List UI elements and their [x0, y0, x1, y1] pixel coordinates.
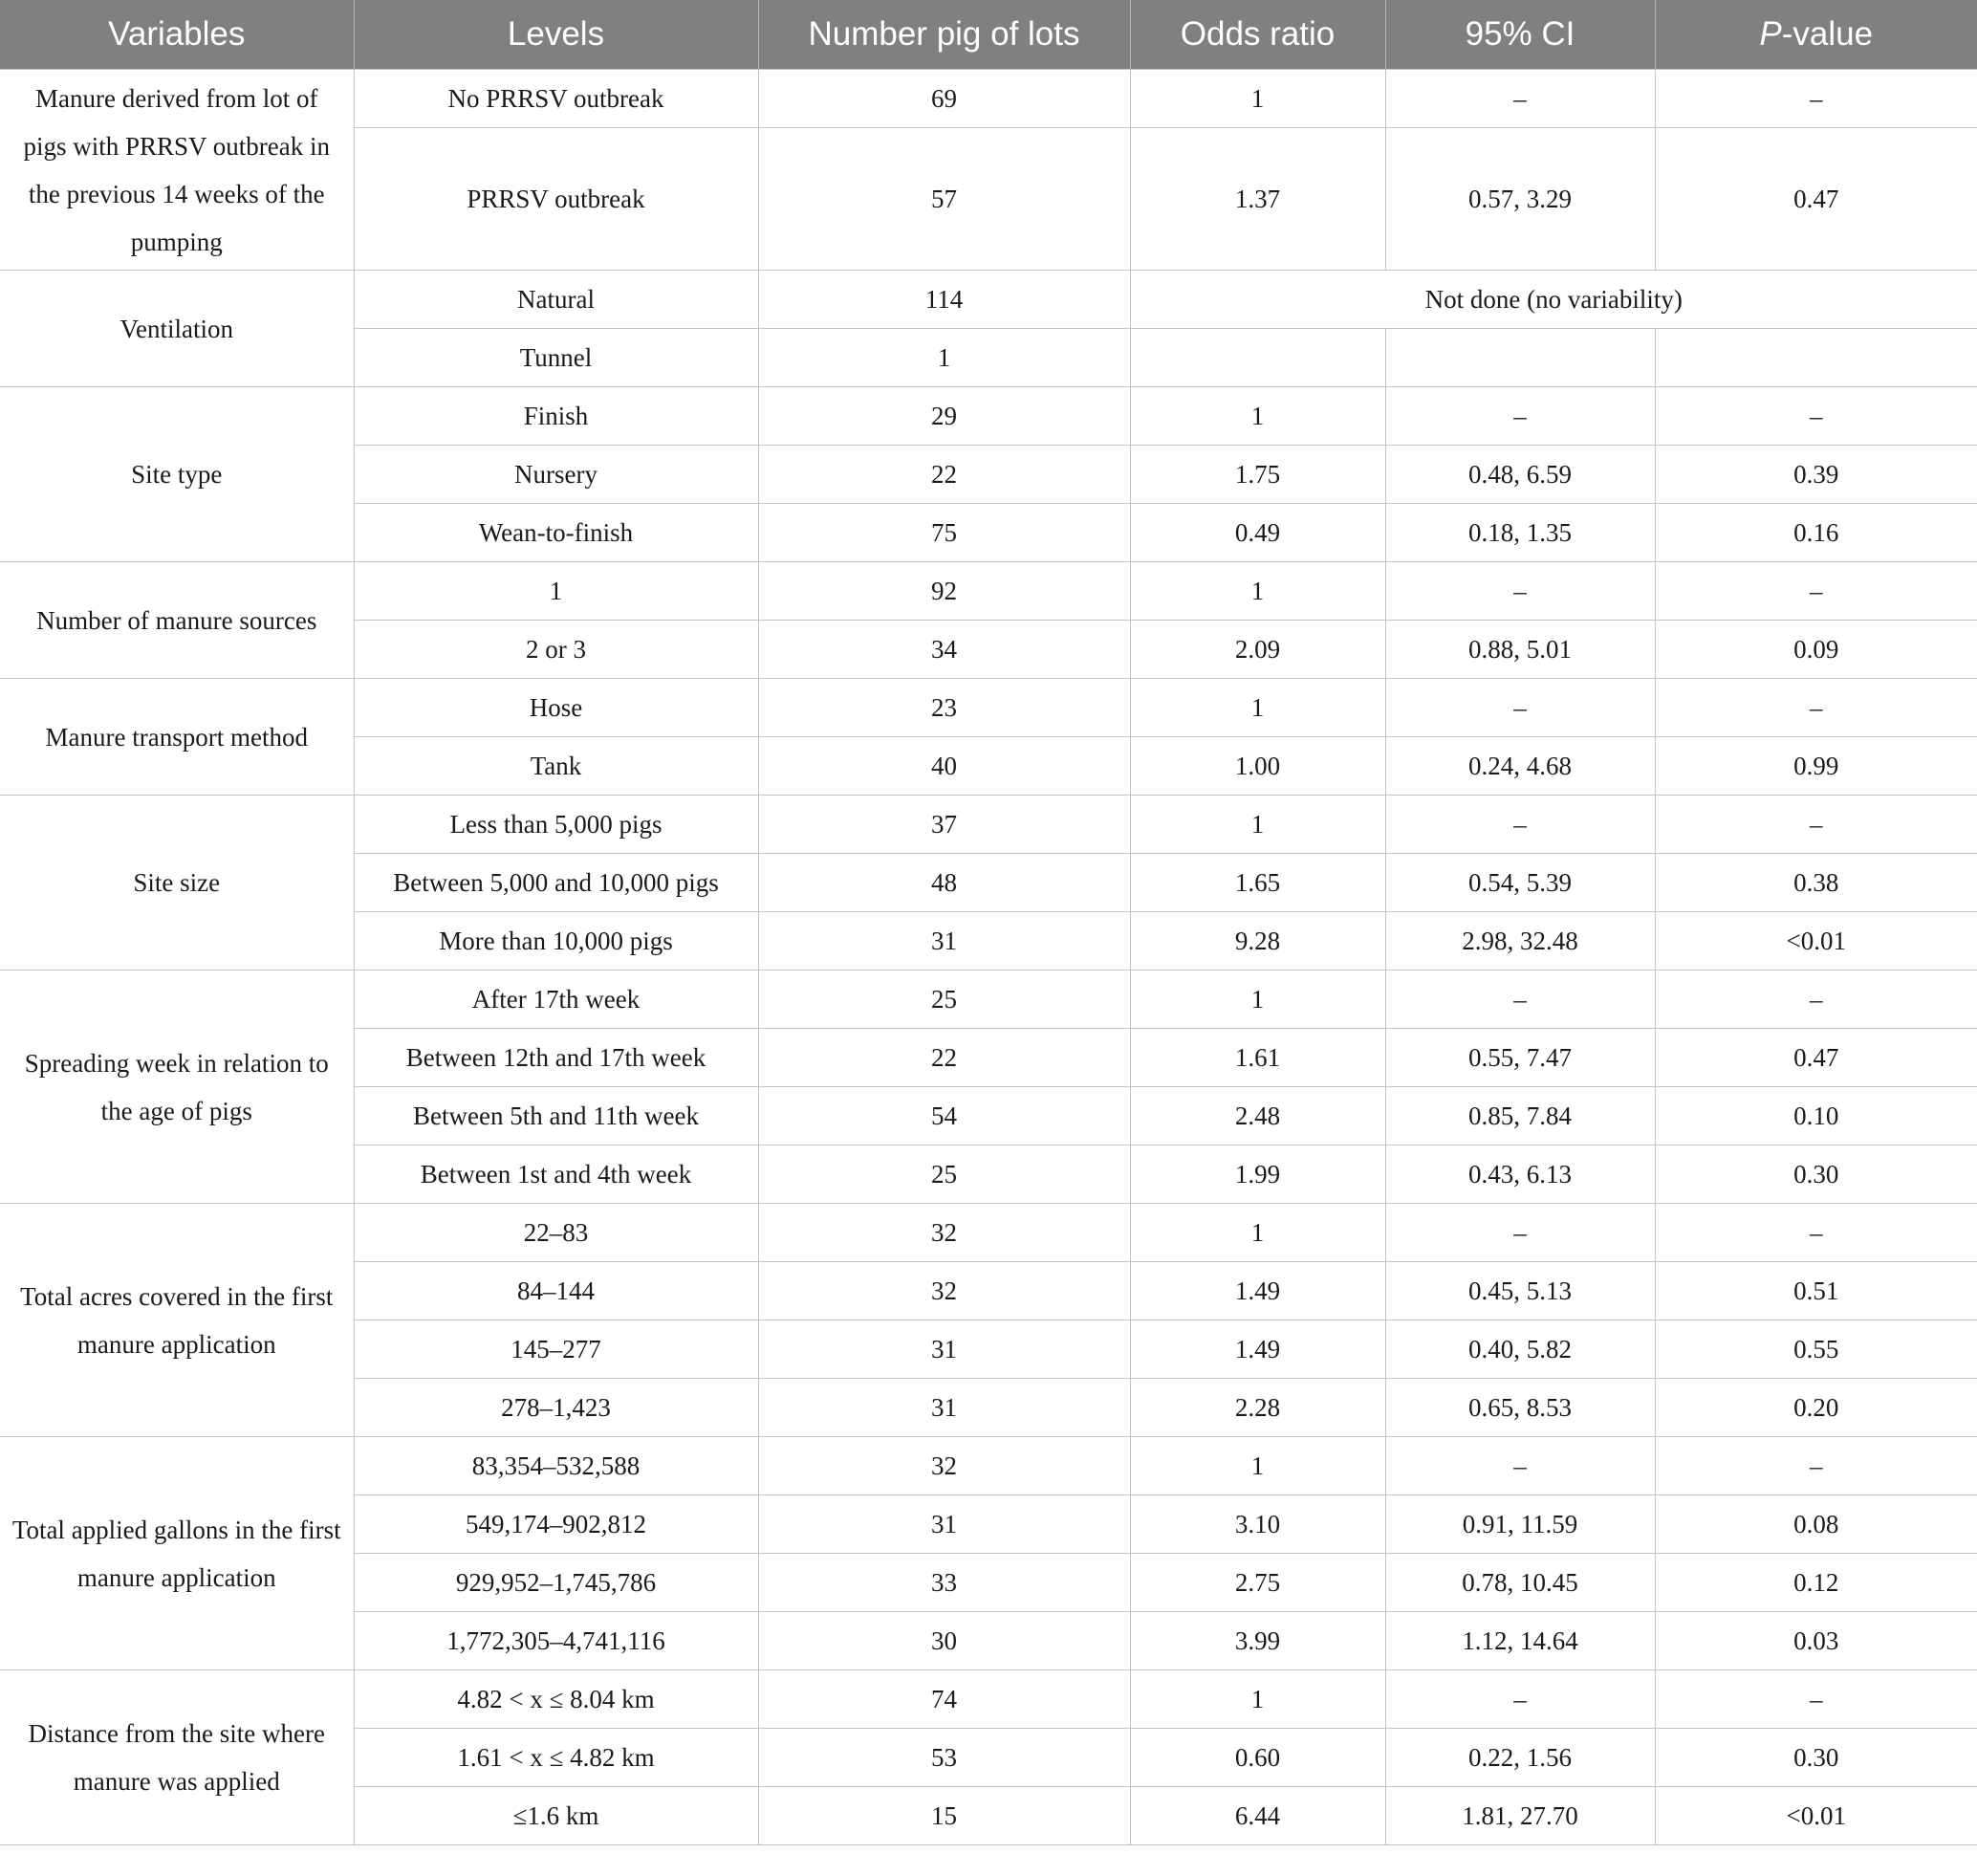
ci-cell: 0.54, 5.39: [1385, 854, 1655, 912]
odds-ratio-cell: 2.48: [1130, 1087, 1385, 1145]
p-value-cell: [1655, 329, 1977, 387]
table-row: [0, 679, 1977, 737]
table-row: [0, 271, 1977, 329]
odds-ratio-cell: 3.10: [1130, 1495, 1385, 1554]
ci-cell: 0.65, 8.53: [1385, 1379, 1655, 1437]
ci-cell: –: [1385, 387, 1655, 446]
p-value-cell: –: [1655, 70, 1977, 128]
number-cell: 31: [758, 912, 1130, 971]
odds-ratio-cell: 1.00: [1130, 737, 1385, 796]
p-value-cell: 0.12: [1655, 1554, 1977, 1612]
p-value-cell: 0.38: [1655, 854, 1977, 912]
level-cell: Hose: [354, 679, 758, 737]
ci-cell: 0.85, 7.84: [1385, 1087, 1655, 1145]
level-cell: 929,952–1,745,786: [354, 1554, 758, 1612]
p-rest: -value: [1781, 15, 1874, 53]
odds-ratio-cell: 2.09: [1130, 621, 1385, 679]
p-value-cell: 0.47: [1655, 128, 1977, 271]
odds-ratio-cell: 1: [1130, 971, 1385, 1029]
table-row: [0, 796, 1977, 854]
odds-ratio-cell: 1.49: [1130, 1262, 1385, 1320]
p-value-cell: –: [1655, 1204, 1977, 1262]
p-value-cell: 0.47: [1655, 1029, 1977, 1087]
odds-ratio-cell: 1.49: [1130, 1320, 1385, 1379]
level-cell: 549,174–902,812: [354, 1495, 758, 1554]
p-value-cell: 0.99: [1655, 737, 1977, 796]
odds-ratio-cell: 0.60: [1130, 1729, 1385, 1787]
number-cell: 37: [758, 796, 1130, 854]
col-header-odds-ratio: Odds ratio: [1130, 0, 1385, 70]
p-value-cell: 0.03: [1655, 1612, 1977, 1670]
p-value-cell: –: [1655, 796, 1977, 854]
ci-cell: 0.91, 11.59: [1385, 1495, 1655, 1554]
p-value-cell: <0.01: [1655, 1787, 1977, 1845]
level-cell: 278–1,423: [354, 1379, 758, 1437]
ci-cell: 0.78, 10.45: [1385, 1554, 1655, 1612]
table-body: [0, 70, 1977, 1845]
number-cell: 74: [758, 1670, 1130, 1729]
odds-ratio-cell: 1: [1130, 1670, 1385, 1729]
p-value-cell: –: [1655, 562, 1977, 621]
table-row: [0, 971, 1977, 1029]
level-cell: After 17th week: [354, 971, 758, 1029]
p-value-cell: –: [1655, 971, 1977, 1029]
level-cell: Between 1st and 4th week: [354, 1145, 758, 1204]
p-value-cell: –: [1655, 1670, 1977, 1729]
ci-cell: –: [1385, 796, 1655, 854]
ci-cell: 0.18, 1.35: [1385, 504, 1655, 562]
number-cell: 69: [758, 70, 1130, 128]
number-cell: 31: [758, 1379, 1130, 1437]
p-value-cell: 0.30: [1655, 1729, 1977, 1787]
col-header-variables: Variables: [0, 0, 354, 70]
table-row: [0, 70, 1977, 128]
level-cell: 1,772,305–4,741,116: [354, 1612, 758, 1670]
level-cell: 145–277: [354, 1320, 758, 1379]
variable-cell: Number of manure sources: [0, 562, 354, 679]
number-cell: 29: [758, 387, 1130, 446]
table-row: [0, 387, 1977, 446]
number-cell: 114: [758, 271, 1130, 329]
p-value-cell: 0.09: [1655, 621, 1977, 679]
variable-cell: Spreading week in relation to the age of pigs: [0, 971, 354, 1204]
p-value-cell: –: [1655, 1437, 1977, 1495]
variable-cell: Total acres covered in the first manure application: [0, 1204, 354, 1437]
level-cell: Tank: [354, 737, 758, 796]
number-cell: 32: [758, 1437, 1130, 1495]
ci-cell: 0.22, 1.56: [1385, 1729, 1655, 1787]
level-cell: 22–83: [354, 1204, 758, 1262]
table-row: [0, 1437, 1977, 1495]
table-row: [0, 562, 1977, 621]
number-cell: 40: [758, 737, 1130, 796]
ci-cell: 0.48, 6.59: [1385, 446, 1655, 504]
ci-cell: –: [1385, 971, 1655, 1029]
odds-ratio-cell: 1.37: [1130, 128, 1385, 271]
number-cell: 25: [758, 1145, 1130, 1204]
p-value-cell: 0.51: [1655, 1262, 1977, 1320]
odds-ratio-cell: 1: [1130, 562, 1385, 621]
number-cell: 15: [758, 1787, 1130, 1845]
ci-cell: 0.55, 7.47: [1385, 1029, 1655, 1087]
col-header-p-value: [1655, 0, 1977, 70]
ci-cell: –: [1385, 1437, 1655, 1495]
number-cell: 25: [758, 971, 1130, 1029]
p-value-cell: <0.01: [1655, 912, 1977, 971]
number-cell: 31: [758, 1320, 1130, 1379]
p-value-cell: 0.16: [1655, 504, 1977, 562]
number-cell: 32: [758, 1204, 1130, 1262]
variable-cell: Ventilation: [0, 271, 354, 387]
odds-ratio-cell: 2.28: [1130, 1379, 1385, 1437]
odds-ratio-cell: 1.75: [1130, 446, 1385, 504]
odds-ratio-cell: 1: [1130, 796, 1385, 854]
table-row: [0, 1204, 1977, 1262]
odds-ratio-cell: 1: [1130, 1204, 1385, 1262]
ci-cell: 0.57, 3.29: [1385, 128, 1655, 271]
number-cell: 57: [758, 128, 1130, 271]
number-cell: 34: [758, 621, 1130, 679]
level-cell: 1: [354, 562, 758, 621]
level-cell: Wean-to-finish: [354, 504, 758, 562]
ci-cell: 0.40, 5.82: [1385, 1320, 1655, 1379]
p-value-cell: –: [1655, 387, 1977, 446]
level-cell: 4.82 < x ≤ 8.04 km: [354, 1670, 758, 1729]
level-cell: Natural: [354, 271, 758, 329]
p-value-cell: 0.30: [1655, 1145, 1977, 1204]
ci-cell: –: [1385, 1204, 1655, 1262]
note-cell: Not done (no variability): [1130, 271, 1977, 329]
number-cell: 54: [758, 1087, 1130, 1145]
col-header-ci: 95% CI: [1385, 0, 1655, 70]
ci-cell: –: [1385, 1670, 1655, 1729]
p-value-cell: –: [1655, 679, 1977, 737]
level-cell: 83,354–532,588: [354, 1437, 758, 1495]
level-cell: PRRSV outbreak: [354, 128, 758, 271]
odds-ratio-cell: 1: [1130, 70, 1385, 128]
number-cell: 32: [758, 1262, 1130, 1320]
level-cell: Less than 5,000 pigs: [354, 796, 758, 854]
level-cell: Between 5th and 11th week: [354, 1087, 758, 1145]
p-value-cell: 0.55: [1655, 1320, 1977, 1379]
variable-cell: Manure derived from lot of pigs with PRRSV outbreak in the previous 14 weeks of the pumping: [0, 70, 354, 271]
p-italic: P: [1759, 15, 1782, 53]
ci-cell: 1.81, 27.70: [1385, 1787, 1655, 1845]
odds-ratio-cell: 9.28: [1130, 912, 1385, 971]
p-value-cell: 0.08: [1655, 1495, 1977, 1554]
odds-ratio-cell: 0.49: [1130, 504, 1385, 562]
variable-cell: Site size: [0, 796, 354, 971]
number-cell: 31: [758, 1495, 1130, 1554]
number-cell: 22: [758, 1029, 1130, 1087]
level-cell: Tunnel: [354, 329, 758, 387]
ci-cell: [1385, 329, 1655, 387]
ci-cell: 0.45, 5.13: [1385, 1262, 1655, 1320]
number-cell: 75: [758, 504, 1130, 562]
ci-cell: 0.24, 4.68: [1385, 737, 1655, 796]
level-cell: Nursery: [354, 446, 758, 504]
level-cell: 2 or 3: [354, 621, 758, 679]
ci-cell: 0.88, 5.01: [1385, 621, 1655, 679]
odds-ratio-cell: [1130, 329, 1385, 387]
col-header-number: Number pig of lots: [758, 0, 1130, 70]
odds-ratio-cell: 2.75: [1130, 1554, 1385, 1612]
odds-ratio-cell: 3.99: [1130, 1612, 1385, 1670]
odds-ratio-cell: 1.65: [1130, 854, 1385, 912]
level-cell: Finish: [354, 387, 758, 446]
level-cell: ≤1.6 km: [354, 1787, 758, 1845]
odds-ratio-cell: 1: [1130, 679, 1385, 737]
ci-cell: –: [1385, 562, 1655, 621]
variable-cell: Site type: [0, 387, 354, 562]
variable-cell: Total applied gallons in the first manure application: [0, 1437, 354, 1670]
ci-cell: 1.12, 14.64: [1385, 1612, 1655, 1670]
level-cell: Between 5,000 and 10,000 pigs: [354, 854, 758, 912]
number-cell: 30: [758, 1612, 1130, 1670]
number-cell: 22: [758, 446, 1130, 504]
p-value-cell: 0.10: [1655, 1087, 1977, 1145]
level-cell: Between 12th and 17th week: [354, 1029, 758, 1087]
level-cell: 1.61 < x ≤ 4.82 km: [354, 1729, 758, 1787]
odds-ratio-cell: 1.99: [1130, 1145, 1385, 1204]
odds-ratio-cell: 1: [1130, 1437, 1385, 1495]
ci-cell: –: [1385, 70, 1655, 128]
number-cell: 48: [758, 854, 1130, 912]
ci-cell: 2.98, 32.48: [1385, 912, 1655, 971]
level-cell: No PRRSV outbreak: [354, 70, 758, 128]
p-value-cell: 0.20: [1655, 1379, 1977, 1437]
number-cell: 1: [758, 329, 1130, 387]
level-cell: 84–144: [354, 1262, 758, 1320]
ci-cell: –: [1385, 679, 1655, 737]
number-cell: 33: [758, 1554, 1130, 1612]
variable-cell: Distance from the site where manure was applied: [0, 1670, 354, 1845]
number-cell: 92: [758, 562, 1130, 621]
table-row: [0, 1670, 1977, 1729]
odds-ratio-cell: 1.61: [1130, 1029, 1385, 1087]
variable-cell: Manure transport method: [0, 679, 354, 796]
odds-ratio-cell: 6.44: [1130, 1787, 1385, 1845]
table-header: [0, 0, 1977, 70]
level-cell: More than 10,000 pigs: [354, 912, 758, 971]
p-value-cell: 0.39: [1655, 446, 1977, 504]
number-cell: 23: [758, 679, 1130, 737]
number-cell: 53: [758, 1729, 1130, 1787]
ci-cell: 0.43, 6.13: [1385, 1145, 1655, 1204]
odds-ratio-cell: 1: [1130, 387, 1385, 446]
col-header-levels: Levels: [354, 0, 758, 70]
